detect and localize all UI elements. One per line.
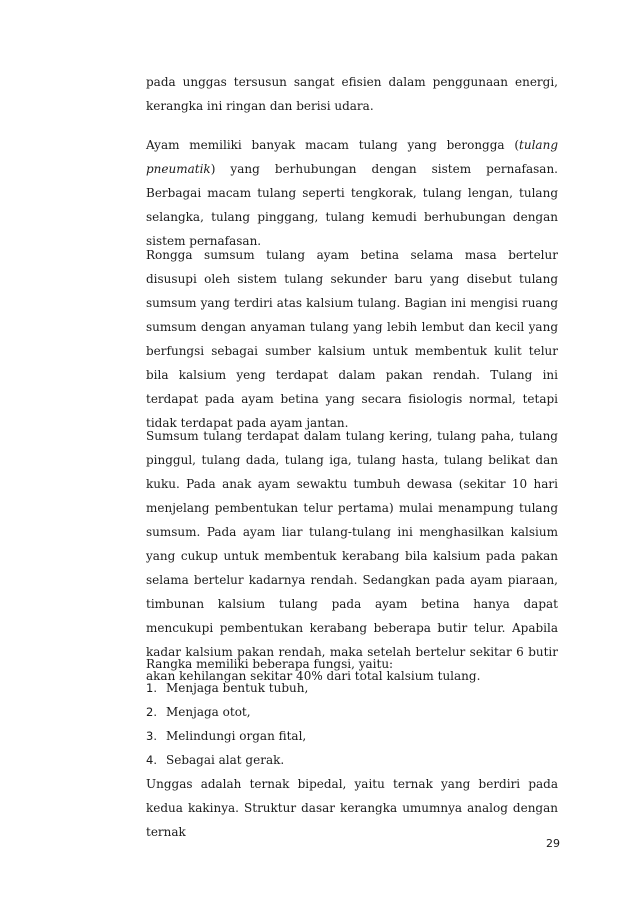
list-number: 1. (146, 681, 157, 695)
list-text: Menjaga otot, (166, 705, 251, 719)
italic-term: tulang pneumatik (146, 138, 558, 176)
list-item (146, 700, 558, 724)
paragraph-marrow-cavity (146, 243, 558, 435)
paragraph-text: Sumsum tulang terdapat dalam tulang kering, tulang paha, tulang pinggul, tulang dada, tulang iga, tulang hasta, tulang belikat dan kuku. Pada anak ayam sewaktu tumbuh dewasa (sekitar 10 hari menjelang pembentukan telur pertama) mulai menampung tulang sumsum. Pada ayam liar tulang-tulang ini menghasilkan kalsium yang cukup untuk membentuk kerabang bila kalsium pada pakan selama bertelur kadarnya rendah. Sedangkan pada ayam piaraan, timbunan kalsium tulang pada ayam betina hanya dapat mencukupi pembentukan kerabang beberapa butir telur. Apabila kadar kalsium pakan rendah, maka setelah bertelur sekitar 6 butir akan kehilangan sekitar 40% dari total kalsium tulang. (146, 429, 558, 683)
page-number: 29 (546, 837, 560, 850)
paragraph-pneumatic-bones (146, 133, 558, 253)
paragraph-text: Rongga sumsum tulang ayam betina selama masa bertelur disusupi oleh sistem tulang sekunder baru yang disebut tulang sumsum yang terdiri atas kalsium tulang. Bagian ini mengisi ruang sumsum dengan anyaman tulang yang lebih lembut dan kecil yang berfungsi sebagai sumber kalsium untuk membentuk kulit telur bila kalsium yeng terdapat dalam pakan rendah. Tulang ini terdapat pada ayam betina yang secara fisiologis normal, tetapi tidak terdapat pada ayam jantan. (146, 248, 558, 430)
paragraph-text-after: ) yang berhubungan dengan sistem pernafasan. Berbagai macam tulang seperti tengkorak, tulang lengan, tulang selangka, tulang pinggang, tulang kemudi berhubungan dengan sistem pernafasan. (146, 162, 558, 248)
paragraph-text (146, 133, 558, 253)
list-number: 4. (146, 753, 157, 767)
list-number: 3. (146, 729, 157, 743)
paragraph-bone-marrow (146, 424, 558, 688)
paragraph-bipedal (146, 772, 558, 844)
list-item (146, 748, 558, 772)
paragraph-intro (146, 70, 558, 118)
paragraph-text: Unggas adalah ternak bipedal, yaitu ternak yang berdiri pada kedua kakinya. Struktur dasar kerangka umumnya analog dengan ternak (146, 777, 558, 839)
list-text: Melindungi organ fital, (166, 729, 307, 743)
paragraph-text: pada unggas tersusun sangat efisien dalam penggunaan energi, kerangka ini ringan dan berisi udara. (146, 75, 558, 113)
list-item (146, 724, 558, 748)
list-text: Sebagai alat gerak. (166, 753, 285, 767)
list-number: 2. (146, 705, 157, 719)
paragraph-functions-intro (146, 652, 558, 676)
list-text: Menjaga bentuk tubuh, (166, 681, 309, 695)
list-item (146, 676, 558, 700)
functions-list (146, 676, 558, 772)
paragraph-text: Rangka memiliki beberapa fungsi, yaitu: (146, 657, 394, 671)
paragraph-text-before: Ayam memiliki banyak macam tulang yang berongga ( (146, 138, 520, 152)
